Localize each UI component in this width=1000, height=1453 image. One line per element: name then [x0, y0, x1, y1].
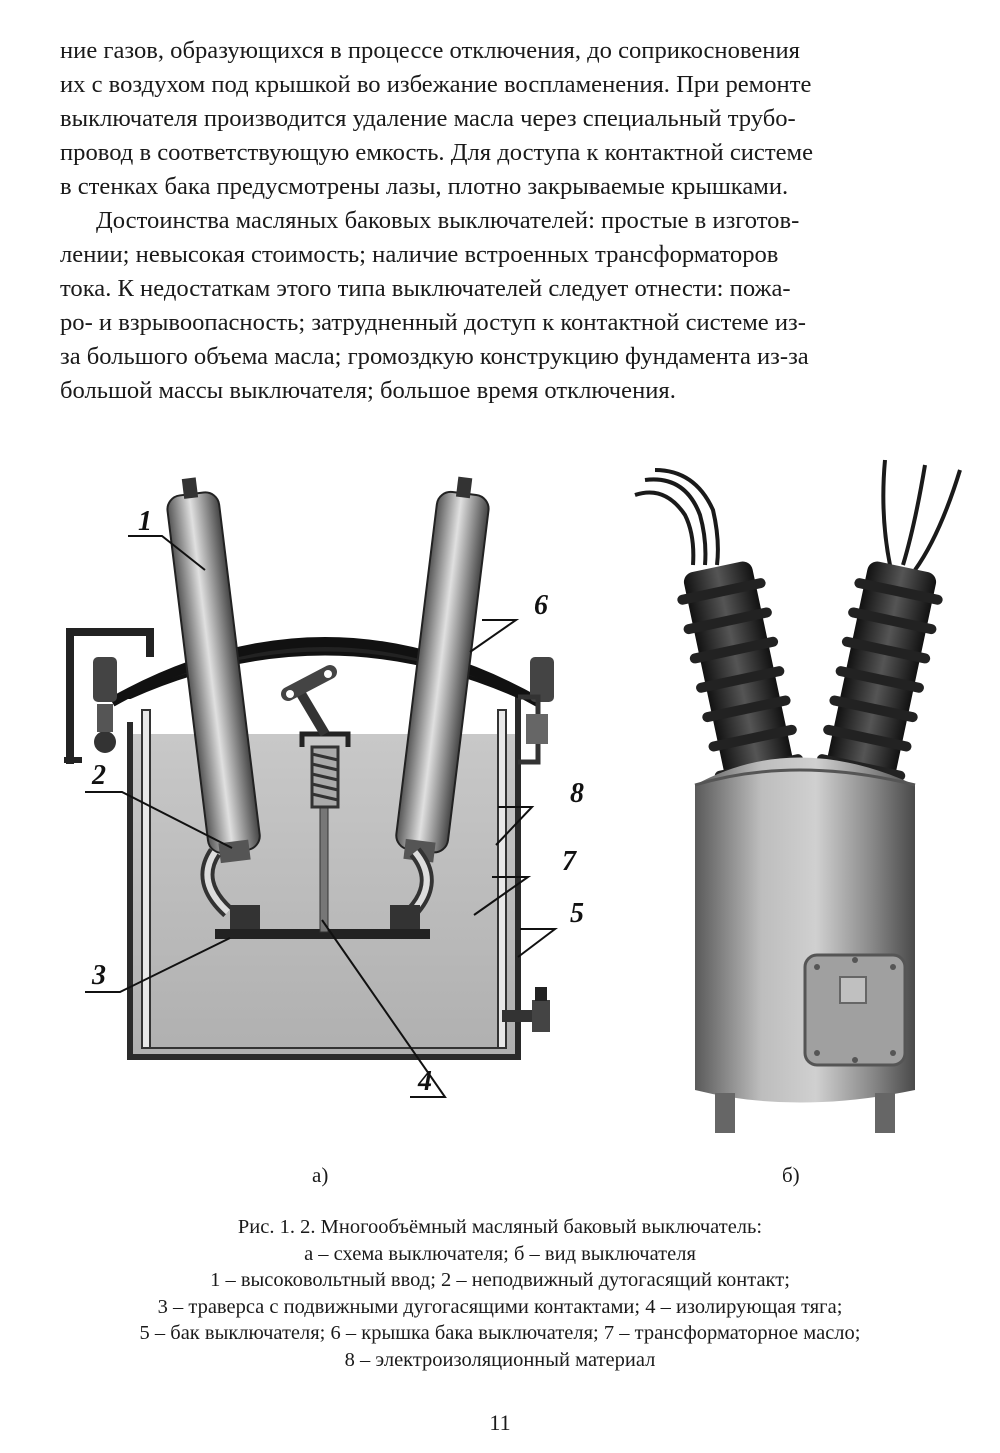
callout-4: 4 — [418, 1066, 432, 1097]
callout-8: 8 — [570, 778, 584, 809]
text-line: большой массы выключателя; большое время отключения. — [60, 377, 676, 404]
text-line: за большого объема масла; громоздкую конструкцию фундамента из-за — [60, 343, 809, 370]
caption-line: а – схема выключателя; б – вид выключателя — [304, 1242, 696, 1265]
breaker-schematic — [50, 462, 610, 1122]
access-hatch — [805, 955, 905, 1065]
insulation-liner-left — [142, 710, 150, 1048]
insulation-liner-right — [498, 710, 506, 1048]
spring — [312, 747, 338, 807]
paragraph-2 — [60, 204, 955, 408]
text-line: их с воздухом под крышкой во избежание воспламенения. При ремонте — [60, 71, 812, 98]
text-line: выключателя производится удаление масла через специальный трубо- — [60, 105, 796, 132]
text-line: лении; невысокая стоимость; наличие встроенных трансформаторов — [60, 241, 779, 268]
figure-a-label: а) — [312, 1163, 329, 1187]
page-number: 11 — [489, 1410, 511, 1435]
text-line: ние газов, образующихся в процессе отключения, до соприкосновения — [60, 37, 800, 64]
caption-line: 1 – высоковольтный ввод; 2 – неподвижный дутогасящий контакт; — [210, 1269, 790, 1291]
callout-6: 6 — [534, 590, 548, 621]
callout-1: 1 — [138, 506, 152, 537]
text-line: Достоинства масляных баковых выключателей: простые в изготов- — [96, 207, 800, 234]
callout-7: 7 — [562, 846, 576, 877]
paragraph-1 — [60, 34, 955, 204]
caption-line: 8 – электроизоляционный материал — [344, 1348, 656, 1371]
caption-line: 5 – бак выключателя; 6 – крышка бака выключателя; 7 – трансформаторное масло; — [139, 1322, 861, 1344]
caption-line: 3 – траверса с подвижными дугогасящими контактами; 4 – изолирующая тяга; — [157, 1295, 843, 1318]
figure-b-label: б) — [782, 1163, 800, 1187]
callout-2: 2 — [92, 760, 106, 791]
figure-caption — [40, 1214, 960, 1373]
callout-3: 3 — [92, 960, 106, 991]
text-line: тока. К недостаткам этого типа выключателей следует отнести: пожа- — [60, 275, 791, 302]
text-line: в стенках бака предусмотрены лазы, плотно закрываемые крышками. — [60, 173, 789, 200]
text-line: провод в соответствующую емкость. Для доступа к контактной системе — [60, 139, 813, 166]
breaker-photo — [625, 455, 970, 1135]
text-line: ро- и взрывоопасность; затрудненный доступ к контактной системе из- — [60, 309, 806, 336]
caption-line: Рис. 1. 2. Многообъёмный масляный баковый выключатель: — [237, 1216, 763, 1238]
callout-5: 5 — [570, 898, 584, 929]
